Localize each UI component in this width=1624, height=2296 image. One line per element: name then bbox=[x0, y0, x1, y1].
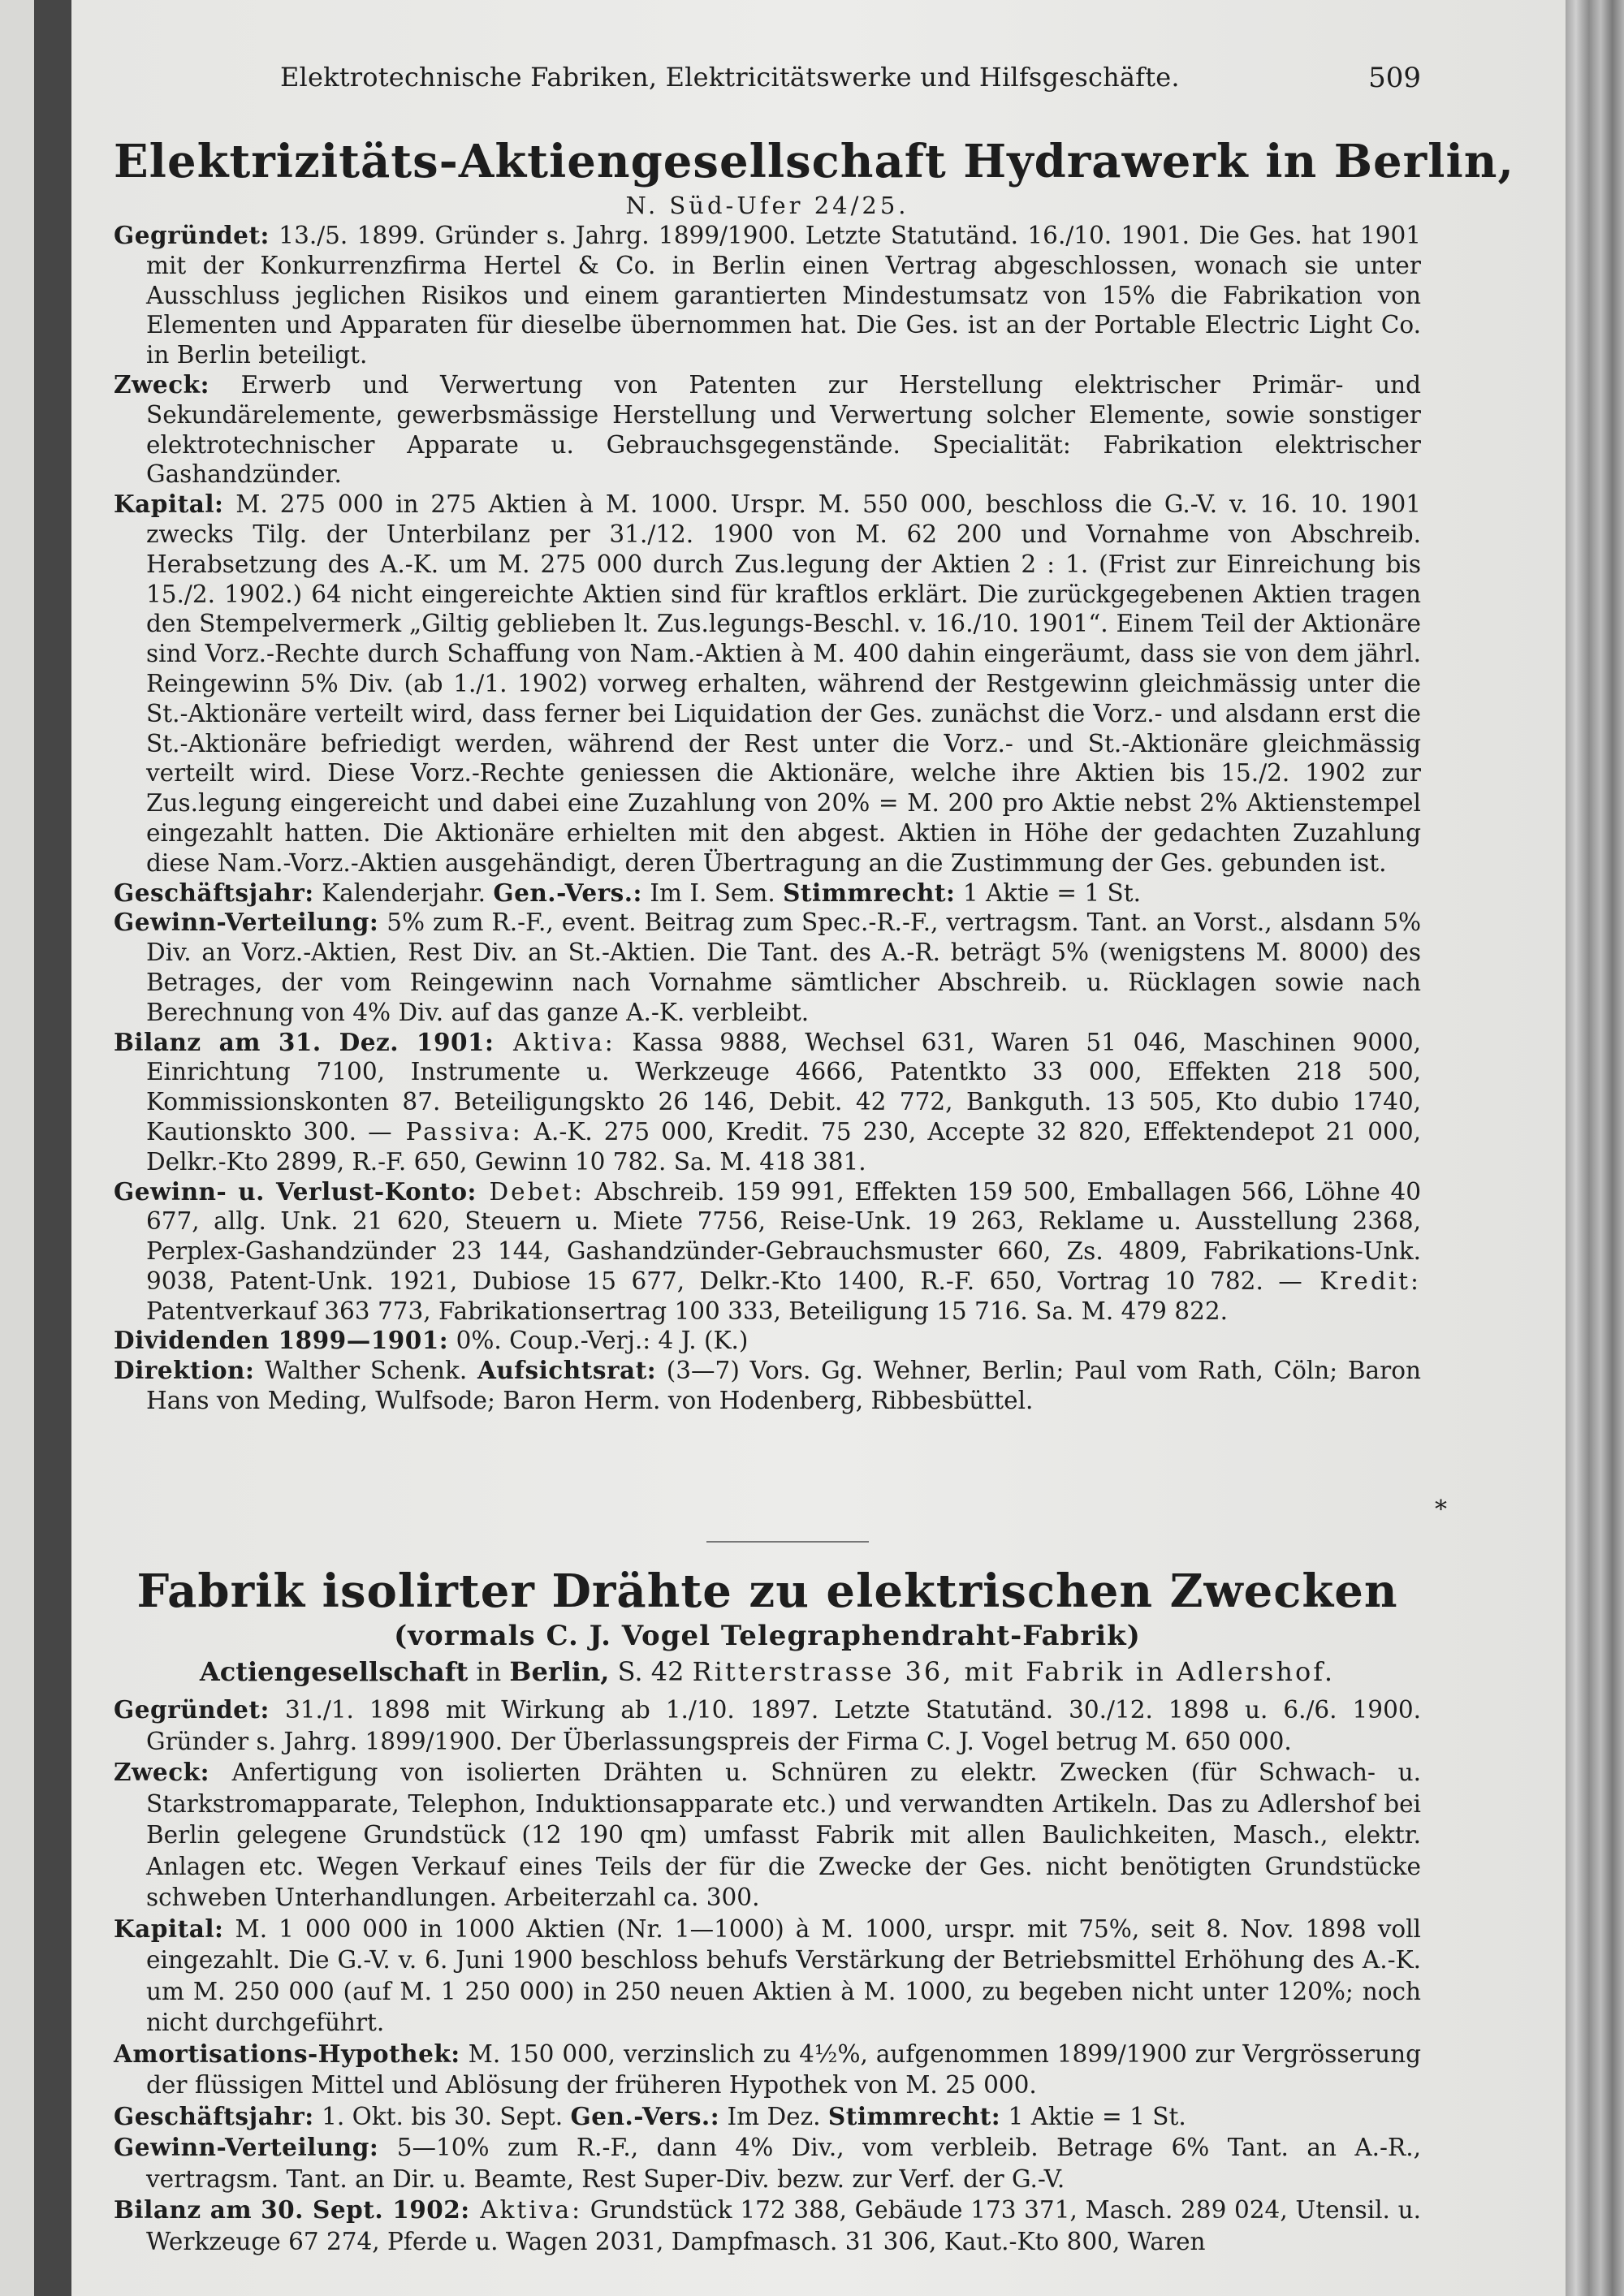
entry-dividenden bbox=[114, 1326, 1421, 1356]
entry-kredit-label: Kredit: bbox=[1302, 1267, 1421, 1295]
page-number: 509 bbox=[1368, 62, 1421, 94]
entry-text: Anfertigung von isolierten Drähten u. Schnüren zu elektr. Zwecken (für Schwach- u. Starkstromapparate, Telephon, Induktionsapparate etc.) und verwandten Artikeln. Das zu Adlershof bei Berlin gelegene Grundstück (12 190 qm) umfasst Fabrik mit allen Baulichkeiten, Masch., elektr. Anlagen etc. Wegen Verkauf eines Teils der für die Zwecke der Ges. nicht benötigten Grundstücke schweben Unterhandlungen. Arbeiterzahl ca. 300. bbox=[146, 1759, 1421, 1911]
company-2-address bbox=[114, 1656, 1421, 1687]
entry-aktiva-label: Aktiva: bbox=[494, 1028, 615, 1056]
running-head-title: Elektrotechnische Fabriken, Elektricitätswerke und Hilfsgeschäfte. bbox=[280, 62, 1180, 93]
company-2-street: Ritterstrasse 36, mit Fabrik in Adlershof. bbox=[692, 1656, 1336, 1687]
entry-text: 31./1. 1898 mit Wirkung ab 1./10. 1897. Letzte Statutänd. 30./12. 1898 u. 6./6. 1900. Gründer s. Jahrg. 1899/1900. Der Überlassungspreis der Firma C. J. Vogel betrug M. 650 000. bbox=[146, 1696, 1421, 1755]
entry-text: (3—7) Vors. Gg. Wehner, Berlin; Paul vom Rath, Cöln; Baron Hans von Meding, Wulfsode; Baron Herm. von Hodenberg, Ribbesbüttel. bbox=[146, 1357, 1421, 1415]
entry-gewinn-verlust bbox=[114, 1177, 1421, 1327]
entry-geschaeftsjahr bbox=[114, 2101, 1421, 2133]
entry-label-gen-vers: Gen.-Vers.: bbox=[493, 878, 642, 907]
entry-gewinn-verteilung bbox=[114, 908, 1421, 1027]
entry-text: Im Dez. bbox=[719, 2102, 828, 2130]
entry-label-stimmrecht: Stimmrecht: bbox=[827, 2101, 1001, 2130]
entry-text: 0%. Coup.-Verj.: 4 J. (K.) bbox=[448, 1327, 749, 1355]
entry-direktion bbox=[114, 1356, 1421, 1416]
company-2-entries bbox=[114, 1694, 1421, 2257]
entry-text: 1 Aktie = 1 St. bbox=[955, 878, 1141, 907]
left-binding-shadow bbox=[34, 0, 71, 2296]
entry-text: M. 150 000, verzinslich zu 4½%, aufgenommen 1899/1900 zur Vergrösserung der flüssigen Mittel und Ablösung der früheren Hypothek von M. 25 000. bbox=[146, 2039, 1421, 2099]
entry-label: Zweck: bbox=[114, 1758, 209, 1786]
company-2-type: Actiengesellschaft bbox=[199, 1656, 469, 1687]
company-2-city: Berlin, bbox=[509, 1656, 610, 1687]
entry-zweck bbox=[114, 1757, 1421, 1914]
entry-text: Patentverkauf 363 773, Fabrikationsertrag 100 333, Beteiligung 15 716. Sa. M. 479 822. bbox=[146, 1297, 1228, 1325]
company-2-title: Fabrik isolirter Drähte zu elektrischen Zwecken bbox=[136, 1564, 1398, 1618]
entry-text: 1. Okt. bis 30. Sept. bbox=[313, 2102, 571, 2130]
entry-label: Kapital: bbox=[114, 1914, 224, 1943]
entry-label: Gewinn-Verteilung: bbox=[114, 908, 379, 937]
entry-label: Bilanz am 31. Dez. 1901: bbox=[114, 1027, 495, 1056]
entry-text: Erwerb und Verwertung von Patenten zur Herstellung elektrischer Primär- und Sekundärelemente, gewerbsmässige Herstellung und Verwertung solcher Elemente, sowie sonstiger elektrotechnischer Apparate u. Gebrauchsgegenstände. Specialität: Fabrikation elektrischer Gashandzünder. bbox=[146, 370, 1421, 489]
entry-label: Bilanz am 30. Sept. 1902: bbox=[114, 2195, 470, 2224]
entry-zweck bbox=[114, 370, 1421, 490]
entry-geschaeftsjahr bbox=[114, 878, 1421, 908]
company-2-former-name: (vormals C. J. Vogel Telegraphendraht-Fabrik) bbox=[394, 1620, 1141, 1652]
entry-gegruendet bbox=[114, 221, 1421, 370]
entry-gewinn-verteilung bbox=[114, 2132, 1421, 2195]
entry-label: Zweck: bbox=[114, 369, 209, 399]
entry-label: Kapital: bbox=[114, 490, 224, 519]
entry-text: A.-K. 275 000, Kredit. 75 230, Accepte 32 820, Effektendepot 21 000, Delkr.-Kto 2899, R.-F. 650, Gewinn 10 782. Sa. M. 418 381. bbox=[146, 1117, 1421, 1176]
entry-debet-label: Debet: bbox=[476, 1177, 585, 1206]
company-1-entries bbox=[114, 221, 1421, 1416]
entry-label: Gewinn- u. Verlust-Konto: bbox=[114, 1176, 477, 1206]
entry-label-stimmrecht: Stimmrecht: bbox=[783, 878, 956, 907]
entry-text: Kalenderjahr. bbox=[313, 878, 494, 907]
entry-aktiva-label: Aktiva: bbox=[469, 2196, 583, 2224]
entry-text: Im I. Sem. bbox=[641, 878, 784, 907]
entry-bilanz bbox=[114, 1028, 1421, 1177]
entry-kapital bbox=[114, 490, 1421, 878]
entry-label: Gegründet: bbox=[114, 1695, 270, 1724]
entry-label: Gegründet: bbox=[114, 221, 270, 249]
entry-label: Dividenden 1899—1901: bbox=[114, 1326, 449, 1355]
entry-bilanz bbox=[114, 2195, 1421, 2257]
company-1-title: Elektrizitäts-Aktiengesellschaft Hydrawerk in Berlin, bbox=[114, 135, 1514, 188]
page bbox=[114, 0, 1514, 2296]
entry-text: M. 275 000 in 275 Aktien à M. 1000. Urspr. M. 550 000, beschloss die G.-V. v. 16. 10. 1901 zwecks Tilg. der Unterbilanz per 31./12. 1900 von M. 62 200 und Vornahme von Abschreib. Herabsetzung des A.-K. um M. 275 000 durch Zus.legung der Aktien 2 : 1. (Frist zur Einreichung bis 15./2. 1902.) 64 nicht eingereichte Aktien sind für kraftlos erklärt. Die zurückgegebenen Aktien tragen den Stempelvermerk „Giltig geblieben lt. Zus.legungs-Beschl. v. 16./10. 1901“. Einem Teil der Aktionäre sind Vorz.-Rechte durch Schaffung von Nam.-Aktien à M. 400 dahin eingeräumt, dass sie von dem jährl. Reingewinn 5% Div. (ab 1./1. 1902) vorweg erhalten, während der Restgewinn gleichmässig unter die St.-Aktionäre verteilt wird, dass ferner bei Liquidation der Ges. zunächst die Vorz.- und alsdann erst die St.-Aktionäre befriedigt werden, während der Rest unter die Vorz.- und St.-Aktionäre gleichmässig verteilt wird. Diese Vorz.-Rechte geniessen die Aktionäre, welche ihre Aktien bis 15./2. 1902 zur Zus.legung eingereicht und dabei eine Zuzahlung von 20% = M. 200 pro Aktie nebst 2% Aktienstempel eingezahlt hatten. Die Aktionäre erhielten mit den abgest. Aktien in Höhe der gedachten Zuzahlung diese Nam.-Vorz.-Aktien ausgehändigt, deren Übertragung an die Zustimmung der Ges. gebunden ist. bbox=[146, 490, 1421, 877]
section-divider bbox=[706, 1541, 869, 1543]
entry-gegruendet bbox=[114, 1694, 1421, 1757]
entry-text: Abschreib. 159 991, Effekten 159 500, Emballagen 566, Löhne 40 677, allg. Unk. 21 620, Steuern u. Miete 7756, Reise-Unk. 19 263, Reklame u. Ausstellung 2368, Perplex-Gashandzünder 23 144, Gashandzünder-Gebrauchsmuster 660, Zs. 4809, Fabrikations-Unk. 9038, Patent-Unk. 1921, Dubiose 15 677, Delkr.-Kto 1400, R.-F. 650, Vortrag 10 782. — bbox=[146, 1177, 1421, 1295]
entry-text: 5% zum R.-F., event. Beitrag zum Spec.-R.-F., vertragsm. Tant. an Vorst., alsdann 5% Div. an Vorz.-Aktien, Rest Div. an St.-Aktien. Die Tant. des A.-R. beträgt 5% (wenigstens M. 8000) des Betrages, der vom Reingewinn nach Vornahme sämtlicher Abschreib. u. Rücklagen sowie nach Berechnung von 4% Div. auf das ganze A.-K. verbleibt. bbox=[146, 908, 1421, 1026]
right-page-edge bbox=[1566, 0, 1624, 2296]
entry-label: Direktion: bbox=[114, 1356, 255, 1385]
entry-text: Walther Schenk. bbox=[254, 1357, 477, 1385]
entry-label-gen-vers: Gen.-Vers.: bbox=[570, 2101, 720, 2130]
company-2-in: in bbox=[468, 1656, 510, 1687]
entry-text: 13./5. 1899. Gründer s. Jahrg. 1899/1900. Letzte Statutänd. 16./10. 1901. Die Ges. hat 1901 mit der Konkurrenzfirma Hertel & Co. in Berlin einen Vertrag abgeschlossen, wonach sie unter Ausschluss jeglichen Risikos und einem garantierten Mindestumsatz von 15% die Fabrikation von Elementen und Apparaten für dieselbe übernommen hat. Die Ges. ist an der Portable Electric Light Co. in Berlin beteiligt. bbox=[146, 222, 1421, 369]
company-1-address: N. Süd-Ufer 24/25. bbox=[625, 192, 909, 219]
entry-kapital bbox=[114, 1914, 1421, 2039]
entry-label: Gewinn-Verteilung: bbox=[114, 2133, 379, 2161]
entry-passiva-label: Passiva: bbox=[391, 1117, 523, 1146]
entry-label: Geschäftsjahr: bbox=[114, 2101, 314, 2130]
entry-label: Geschäftsjahr: bbox=[114, 878, 314, 907]
entry-text: M. 1 000 000 in 1000 Aktien (Nr. 1—1000) à M. 1000, urspr. mit 75%, seit 8. Nov. 1898 voll eingezahlt. Die G.-V. v. 6. Juni 1900 beschloss behufs Verstärkung der Betriebsmittel Erhöhung des A.-K. um M. 250 000 (auf M. 1 250 000) in 250 neuen Aktien à M. 1000, zu begeben nicht unter 120%; noch nicht durchgeführt. bbox=[146, 1914, 1421, 2036]
entry-label-aufsichtsrat: Aufsichtsrat: bbox=[477, 1356, 657, 1385]
entry-label: Amortisations-Hypothek: bbox=[114, 2039, 460, 2068]
entry-amortisations-hypothek bbox=[114, 2039, 1421, 2101]
entry-text: 1 Aktie = 1 St. bbox=[1000, 2102, 1186, 2130]
entry-text: Grundstück 172 388, Gebäude 173 371, Masch. 289 024, Utensil. u. Werkzeuge 67 274, Pferde u. Wagen 2031, Dampfmasch. 31 306, Kaut.-Kto 800, Waren bbox=[146, 2196, 1421, 2255]
entry-text: Kassa 9888, Wechsel 631, Waren 51 046, Maschinen 9000, Einrichtung 7100, Instrumente u. Werkzeuge 4666, Patentkto 33 000, Effekten 218 500, Kommissionskonten 87. Beteiligungskto 26 146, Debit. 42 772, Bankguth. 13 505, Kto dubio 1740, Kautionskto 300. — bbox=[146, 1028, 1422, 1146]
company-2-district: S. 42 bbox=[609, 1656, 693, 1687]
entry-text: 5—10% zum R.-F., dann 4% Div., vom verbleib. Betrage 6% Tant. an A.-R., vertragsm. Tant. an Dir. u. Beamte, Rest Super-Div. bezw. zur Verf. der G.-V. bbox=[146, 2134, 1421, 2193]
running-head bbox=[114, 62, 1421, 102]
end-mark: * bbox=[1435, 1495, 1447, 1524]
